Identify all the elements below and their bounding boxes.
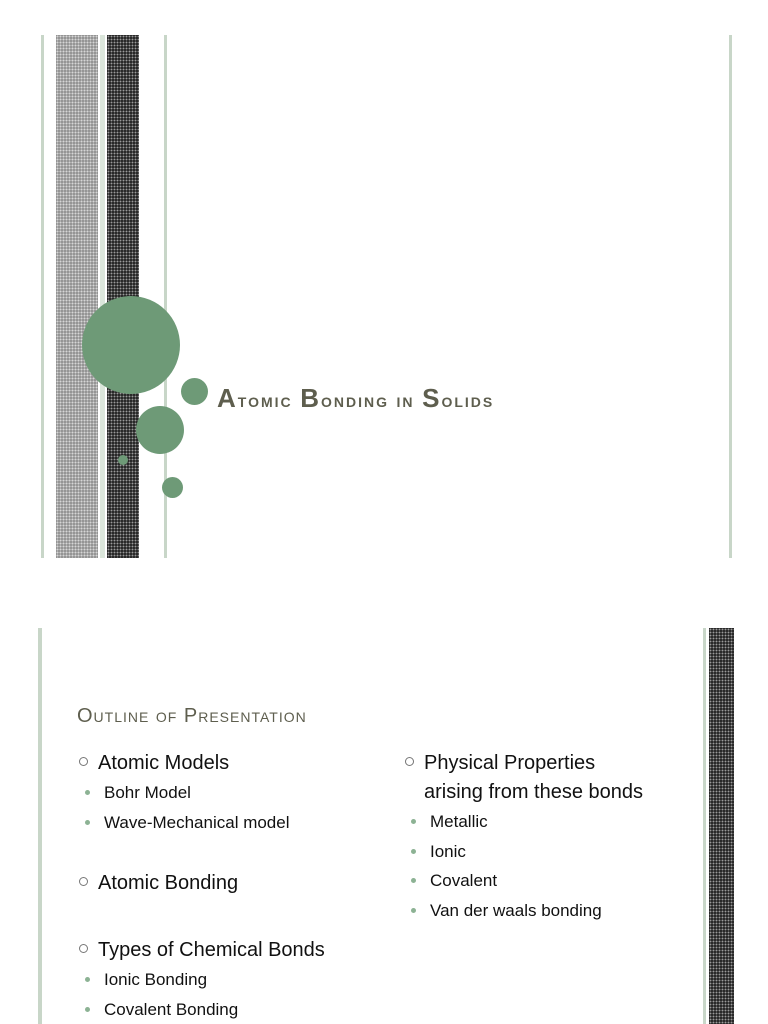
decorative-circle-small-right [181,378,208,405]
hollow-bullet-icon [79,877,88,886]
dot-bullet-icon [411,878,416,883]
outline-item: Types of Chemical Bonds [77,936,387,965]
hollow-bullet-icon [79,757,88,766]
dot-bullet-icon [411,908,416,913]
right-border-line [703,628,706,1024]
outline-subitems [403,807,703,925]
left-border-line [41,35,44,558]
outline-subitem: Covalent Bonding [77,995,387,1024]
outline-subitem: Bohr Model [77,778,387,808]
right-outline-column [403,749,703,925]
slide-title: Outline of Presentation [77,705,307,727]
dot-bullet-icon [85,977,90,982]
slide-title: Atomic Bonding in Solids [217,383,495,413]
decorative-stripe-gray [56,35,98,558]
outline-subitem: Van der waals bonding [403,896,703,926]
dot-bullet-icon [85,790,90,795]
outline-subitem: Ionic Bonding [77,965,387,995]
outline-subitem: Wave-Mechanical model [77,808,387,838]
decorative-circle-tiny [118,455,128,465]
outline-subitems [77,965,387,1024]
decorative-stripe-dark [709,628,734,1024]
decorative-circle-medium [136,406,184,454]
outline-item: Atomic Bonding [77,869,387,898]
decorative-circle-small-bottom [162,477,183,498]
hollow-bullet-icon [79,944,88,953]
outline-subitems [77,778,387,837]
outline-item: Atomic Models [77,749,387,778]
dot-bullet-icon [85,820,90,825]
dot-bullet-icon [411,849,416,854]
decorative-circle-large [82,296,180,394]
decorative-stripe-light [100,35,105,558]
left-outline-column [77,749,387,1024]
outline-subitem: Ionic [403,837,703,867]
outline-subitem: Metallic [403,807,703,837]
dot-bullet-icon [85,1007,90,1012]
outline-subitem: Covalent [403,866,703,896]
right-border-line [729,35,732,558]
left-border-line [38,628,42,1024]
hollow-bullet-icon [405,757,414,766]
dot-bullet-icon [411,819,416,824]
outline-item: Physical Properties arising from these bonds [403,749,703,807]
